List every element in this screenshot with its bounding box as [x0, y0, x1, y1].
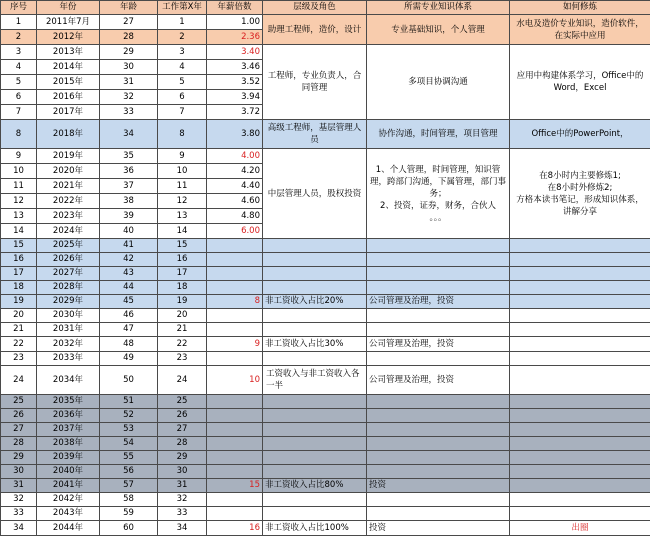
table-row — [1, 521, 650, 536]
cell-work-year: 32 — [158, 493, 207, 507]
header-role: 层级及角色 — [263, 1, 367, 15]
cell-work-year: 13 — [158, 209, 207, 224]
cell-work-year: 20 — [158, 309, 207, 323]
cell-role — [263, 409, 367, 423]
cell-knowledge: 1、个人管理，时间管理，知识管理，跨部门沟通，下属管理，部门事务； 2、投资，证券，财务，合伙人 。。。 — [367, 149, 510, 239]
cell-year: 2042年 — [37, 493, 100, 507]
cell-year: 2013年 — [37, 45, 100, 60]
cell-work-year: 30 — [158, 465, 207, 479]
cell-work-year: 21 — [158, 323, 207, 337]
cell-knowledge: 专业基础知识，个人管理 — [367, 15, 510, 45]
header-work-year: 工作第X年 — [158, 1, 207, 15]
cell-seq: 32 — [1, 493, 37, 507]
cell-seq: 7 — [1, 105, 37, 120]
cell-seq: 26 — [1, 409, 37, 423]
cell-work-year: 22 — [158, 337, 207, 352]
cell-salary-multiple: 4.00 — [207, 149, 263, 164]
cell-year: 2039年 — [37, 451, 100, 465]
cell-practice: 在8小时内主要修炼1; 在8小时外修炼2; 方格本读书笔记，形成知识体系，讲解分享 — [510, 149, 650, 239]
cell-seq: 2 — [1, 30, 37, 45]
cell-work-year: 6 — [158, 90, 207, 105]
cell-age: 47 — [100, 323, 158, 337]
cell-work-year: 26 — [158, 409, 207, 423]
cell-role: 非工资收入占比80% — [263, 479, 367, 493]
cell-knowledge — [367, 309, 510, 323]
header-age: 年龄 — [100, 1, 158, 15]
table-row — [1, 45, 650, 60]
cell-year: 2024年 — [37, 224, 100, 239]
cell-practice — [510, 281, 650, 295]
cell-practice — [510, 323, 650, 337]
cell-role: 助理工程师，造价，设计 — [263, 15, 367, 45]
cell-seq: 18 — [1, 281, 37, 295]
table-row — [1, 309, 650, 323]
cell-salary-multiple: 3.52 — [207, 75, 263, 90]
cell-work-year: 27 — [158, 423, 207, 437]
cell-role: 非工资收入占比100% — [263, 521, 367, 536]
cell-seq: 13 — [1, 209, 37, 224]
cell-age: 40 — [100, 224, 158, 239]
cell-practice — [510, 352, 650, 366]
cell-year: 2035年 — [37, 395, 100, 409]
cell-seq: 8 — [1, 120, 37, 149]
cell-work-year: 29 — [158, 451, 207, 465]
cell-role: 工程师，专业负责人，合同管理 — [263, 45, 367, 120]
cell-seq: 29 — [1, 451, 37, 465]
cell-practice — [510, 366, 650, 395]
cell-seq: 19 — [1, 295, 37, 309]
cell-seq: 9 — [1, 149, 37, 164]
table-row — [1, 437, 650, 451]
cell-role — [263, 253, 367, 267]
header-row — [1, 1, 650, 15]
cell-work-year: 28 — [158, 437, 207, 451]
cell-knowledge: 多项目协调沟通 — [367, 45, 510, 120]
cell-year: 2033年 — [37, 352, 100, 366]
cell-role: 工资收入与非工资收入各一半 — [263, 366, 367, 395]
cell-role — [263, 239, 367, 253]
cell-practice — [510, 267, 650, 281]
cell-salary-multiple — [207, 423, 263, 437]
cell-year: 2043年 — [37, 507, 100, 521]
cell-salary-multiple: 4.80 — [207, 209, 263, 224]
cell-salary-multiple: 2.36 — [207, 30, 263, 45]
cell-work-year: 23 — [158, 352, 207, 366]
cell-seq: 10 — [1, 164, 37, 179]
cell-age: 39 — [100, 209, 158, 224]
cell-year: 2016年 — [37, 90, 100, 105]
table-row — [1, 423, 650, 437]
cell-year: 2026年 — [37, 253, 100, 267]
cell-work-year: 19 — [158, 295, 207, 309]
cell-knowledge: 投资 — [367, 521, 510, 536]
cell-salary-multiple: 3.46 — [207, 60, 263, 75]
cell-salary-multiple — [207, 409, 263, 423]
cell-year: 2022年 — [37, 194, 100, 209]
cell-age: 41 — [100, 239, 158, 253]
cell-age: 32 — [100, 90, 158, 105]
cell-salary-multiple — [207, 437, 263, 451]
table-row — [1, 465, 650, 479]
table-row — [1, 366, 650, 395]
cell-role — [263, 395, 367, 409]
cell-work-year: 31 — [158, 479, 207, 493]
cell-age: 53 — [100, 423, 158, 437]
cell-knowledge — [367, 451, 510, 465]
cell-knowledge — [367, 267, 510, 281]
cell-age: 52 — [100, 409, 158, 423]
cell-age: 59 — [100, 507, 158, 521]
cell-work-year: 12 — [158, 194, 207, 209]
cell-knowledge: 公司管理及治理，投资 — [367, 337, 510, 352]
cell-practice: 出圈 — [510, 521, 650, 536]
cell-salary-multiple: 1.00 — [207, 15, 263, 30]
cell-seq: 34 — [1, 521, 37, 536]
cell-salary-multiple: 16 — [207, 521, 263, 536]
cell-age: 49 — [100, 352, 158, 366]
cell-salary-multiple — [207, 395, 263, 409]
cell-work-year: 14 — [158, 224, 207, 239]
cell-age: 37 — [100, 179, 158, 194]
cell-practice — [510, 395, 650, 409]
cell-salary-multiple — [207, 493, 263, 507]
cell-age: 35 — [100, 149, 158, 164]
cell-salary-multiple — [207, 267, 263, 281]
cell-year: 2020年 — [37, 164, 100, 179]
cell-practice — [510, 423, 650, 437]
table-row — [1, 267, 650, 281]
table-row — [1, 337, 650, 352]
cell-seq: 20 — [1, 309, 37, 323]
cell-year: 2025年 — [37, 239, 100, 253]
cell-year: 2029年 — [37, 295, 100, 309]
cell-seq: 12 — [1, 194, 37, 209]
cell-salary-multiple: 10 — [207, 366, 263, 395]
cell-role — [263, 267, 367, 281]
cell-age: 33 — [100, 105, 158, 120]
cell-seq: 14 — [1, 224, 37, 239]
cell-work-year: 24 — [158, 366, 207, 395]
cell-work-year: 18 — [158, 281, 207, 295]
cell-seq: 15 — [1, 239, 37, 253]
header-seq: 序号 — [1, 1, 37, 15]
cell-age: 36 — [100, 164, 158, 179]
table-row — [1, 239, 650, 253]
header-knowledge: 所需专业知识体系 — [367, 1, 510, 15]
cell-knowledge — [367, 423, 510, 437]
cell-seq: 1 — [1, 15, 37, 30]
cell-role — [263, 493, 367, 507]
cell-seq: 23 — [1, 352, 37, 366]
cell-role — [263, 423, 367, 437]
cell-role — [263, 323, 367, 337]
cell-age: 58 — [100, 493, 158, 507]
cell-role: 非工资收入占比30% — [263, 337, 367, 352]
cell-practice: Office中的PowerPoint， — [510, 120, 650, 149]
cell-seq: 28 — [1, 437, 37, 451]
table-row — [1, 323, 650, 337]
cell-seq: 31 — [1, 479, 37, 493]
cell-knowledge — [367, 493, 510, 507]
cell-knowledge — [367, 465, 510, 479]
cell-seq: 22 — [1, 337, 37, 352]
cell-seq: 30 — [1, 465, 37, 479]
cell-year: 2034年 — [37, 366, 100, 395]
cell-work-year: 10 — [158, 164, 207, 179]
cell-practice — [510, 337, 650, 352]
cell-salary-multiple — [207, 465, 263, 479]
cell-age: 30 — [100, 60, 158, 75]
cell-seq: 25 — [1, 395, 37, 409]
cell-salary-multiple: 4.20 — [207, 164, 263, 179]
cell-seq: 16 — [1, 253, 37, 267]
cell-age: 45 — [100, 295, 158, 309]
table-row — [1, 493, 650, 507]
cell-year: 2021年 — [37, 179, 100, 194]
cell-role — [263, 465, 367, 479]
cell-salary-multiple — [207, 352, 263, 366]
cell-work-year: 4 — [158, 60, 207, 75]
table-row — [1, 15, 650, 30]
cell-knowledge: 公司管理及治理，投资 — [367, 295, 510, 309]
table-row — [1, 409, 650, 423]
cell-age: 48 — [100, 337, 158, 352]
cell-year: 2017年 — [37, 105, 100, 120]
cell-work-year: 9 — [158, 149, 207, 164]
cell-work-year: 5 — [158, 75, 207, 90]
cell-knowledge — [367, 395, 510, 409]
cell-knowledge — [367, 409, 510, 423]
cell-age: 31 — [100, 75, 158, 90]
cell-age: 46 — [100, 309, 158, 323]
cell-knowledge — [367, 352, 510, 366]
table-row — [1, 281, 650, 295]
cell-role — [263, 281, 367, 295]
cell-year: 2011年7月 — [37, 15, 100, 30]
cell-year: 2023年 — [37, 209, 100, 224]
cell-practice — [510, 465, 650, 479]
cell-year: 2019年 — [37, 149, 100, 164]
cell-age: 38 — [100, 194, 158, 209]
cell-salary-multiple — [207, 239, 263, 253]
cell-work-year: 16 — [158, 253, 207, 267]
cell-age: 43 — [100, 267, 158, 281]
cell-knowledge: 协作沟通，时间管理，项目管理 — [367, 120, 510, 149]
header-salary-multiple: 年薪倍数 — [207, 1, 263, 15]
table-row — [1, 479, 650, 493]
cell-role — [263, 437, 367, 451]
cell-salary-multiple: 3.40 — [207, 45, 263, 60]
cell-salary-multiple: 9 — [207, 337, 263, 352]
cell-year: 2041年 — [37, 479, 100, 493]
cell-seq: 24 — [1, 366, 37, 395]
cell-year: 2031年 — [37, 323, 100, 337]
cell-salary-multiple: 3.80 — [207, 120, 263, 149]
cell-age: 54 — [100, 437, 158, 451]
cell-seq: 6 — [1, 90, 37, 105]
cell-knowledge: 投资 — [367, 479, 510, 493]
cell-practice — [510, 239, 650, 253]
cell-knowledge — [367, 437, 510, 451]
cell-practice — [510, 437, 650, 451]
cell-knowledge — [367, 281, 510, 295]
cell-salary-multiple: 4.40 — [207, 179, 263, 194]
cell-year: 2032年 — [37, 337, 100, 352]
cell-knowledge — [367, 323, 510, 337]
cell-year: 2038年 — [37, 437, 100, 451]
cell-age: 34 — [100, 120, 158, 149]
table-row — [1, 120, 650, 149]
cell-work-year: 11 — [158, 179, 207, 194]
cell-age: 42 — [100, 253, 158, 267]
cell-practice: 水电及造价专业知识，造价软件，在实际中应用 — [510, 15, 650, 45]
cell-age: 56 — [100, 465, 158, 479]
cell-age: 51 — [100, 395, 158, 409]
cell-salary-multiple: 3.72 — [207, 105, 263, 120]
cell-practice — [510, 309, 650, 323]
cell-year: 2018年 — [37, 120, 100, 149]
cell-work-year: 7 — [158, 105, 207, 120]
cell-practice: 应用中构建体系学习，Office中的Word，Excel — [510, 45, 650, 120]
cell-age: 28 — [100, 30, 158, 45]
table-row — [1, 352, 650, 366]
cell-seq: 3 — [1, 45, 37, 60]
cell-year: 2014年 — [37, 60, 100, 75]
cell-year: 2028年 — [37, 281, 100, 295]
cell-salary-multiple — [207, 253, 263, 267]
cell-practice — [510, 409, 650, 423]
cell-year: 2012年 — [37, 30, 100, 45]
table-row — [1, 451, 650, 465]
cell-year: 2015年 — [37, 75, 100, 90]
cell-knowledge: 公司管理及治理，投资 — [367, 366, 510, 395]
cell-seq: 11 — [1, 179, 37, 194]
cell-role: 非工资收入占比20% — [263, 295, 367, 309]
cell-role: 中层管理人员，股权投资 — [263, 149, 367, 239]
table-row — [1, 395, 650, 409]
cell-work-year: 25 — [158, 395, 207, 409]
header-practice: 如何修炼 — [510, 1, 650, 15]
cell-age: 27 — [100, 15, 158, 30]
cell-practice — [510, 295, 650, 309]
cell-practice — [510, 479, 650, 493]
cell-salary-multiple — [207, 323, 263, 337]
cell-role: 高级工程师，基层管理人员 — [263, 120, 367, 149]
cell-work-year: 2 — [158, 30, 207, 45]
cell-salary-multiple: 8 — [207, 295, 263, 309]
cell-seq: 33 — [1, 507, 37, 521]
cell-practice — [510, 451, 650, 465]
cell-salary-multiple — [207, 451, 263, 465]
cell-salary-multiple — [207, 309, 263, 323]
cell-age: 50 — [100, 366, 158, 395]
cell-work-year: 17 — [158, 267, 207, 281]
cell-work-year: 15 — [158, 239, 207, 253]
cell-work-year: 1 — [158, 15, 207, 30]
cell-year: 2027年 — [37, 267, 100, 281]
cell-age: 44 — [100, 281, 158, 295]
cell-age: 29 — [100, 45, 158, 60]
cell-salary-multiple: 3.94 — [207, 90, 263, 105]
header-year: 年份 — [37, 1, 100, 15]
cell-year: 2037年 — [37, 423, 100, 437]
cell-year: 2040年 — [37, 465, 100, 479]
cell-work-year: 3 — [158, 45, 207, 60]
cell-age: 55 — [100, 451, 158, 465]
cell-knowledge — [367, 239, 510, 253]
table-row — [1, 295, 650, 309]
cell-salary-multiple: 15 — [207, 479, 263, 493]
cell-practice — [510, 493, 650, 507]
cell-age: 57 — [100, 479, 158, 493]
cell-seq: 4 — [1, 60, 37, 75]
table-row — [1, 149, 650, 164]
cell-seq: 17 — [1, 267, 37, 281]
cell-role — [263, 352, 367, 366]
cell-work-year: 33 — [158, 507, 207, 521]
cell-seq: 27 — [1, 423, 37, 437]
cell-work-year: 8 — [158, 120, 207, 149]
cell-seq: 21 — [1, 323, 37, 337]
cell-seq: 5 — [1, 75, 37, 90]
cell-year: 2044年 — [37, 521, 100, 536]
table-row — [1, 253, 650, 267]
cell-salary-multiple — [207, 281, 263, 295]
cell-work-year: 34 — [158, 521, 207, 536]
cell-year: 2030年 — [37, 309, 100, 323]
cell-salary-multiple: 6.00 — [207, 224, 263, 239]
cell-role — [263, 309, 367, 323]
cell-role — [263, 451, 367, 465]
cell-year: 2036年 — [37, 409, 100, 423]
cell-practice — [510, 253, 650, 267]
cell-knowledge — [367, 253, 510, 267]
cell-age: 60 — [100, 521, 158, 536]
cell-salary-multiple: 4.60 — [207, 194, 263, 209]
